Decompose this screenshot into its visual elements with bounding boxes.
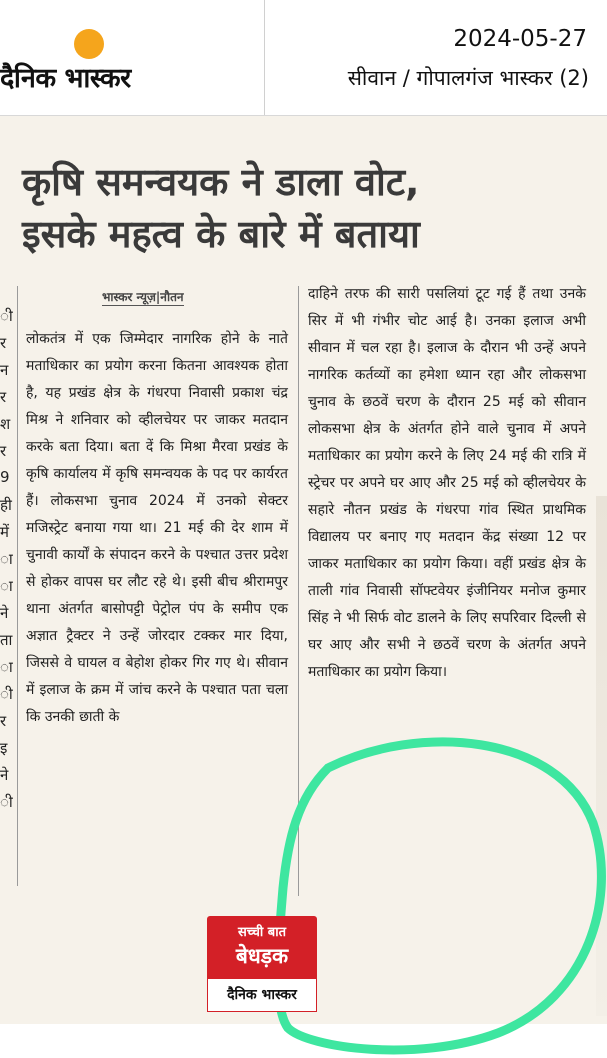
- newspaper-clipping: [0, 116, 607, 1024]
- edge-fragment-9: ा: [0, 550, 13, 568]
- edge-fragment-7: ही: [0, 496, 12, 514]
- edition-label: सीवान / गोपालगंज भास्कर (2): [347, 66, 589, 90]
- headline-line-1: कृषि समन्वयक ने डाला वोट,: [22, 160, 420, 204]
- article-headline: [22, 156, 582, 260]
- article-column-1: [26, 326, 288, 731]
- edge-fragment-18: ी: [0, 793, 13, 811]
- column-rule-middle: [298, 286, 299, 896]
- right-page-edge: [596, 496, 607, 1016]
- column-rule-left: [17, 286, 18, 886]
- newspaper-logo: दैनिक भास्कर: [0, 63, 131, 94]
- column-2-text: दाहिने तरफ की सारी पसलियां टूट गई हैं तथा उनके सिर में भी गंभीर चोट आई है। उनका इलाज अभी सीवान में चल रहा है। इलाज के दौरान भी उन्हें अपने नागरिक कर्तव्यों का हमेशा ध्यान रहा और लोकसभा चुनाव के छठवें चरण के दौरान 25 मई को सीवान लोकसभा क्षेत्र के अंतर्गत होने वाले चुनाव में अपने मताधिकार का प्रयोग करने के लिए 24 मई की रात्रि में स्ट्रेचर पर अपने घर आए और 25 मई को व्हीलचेयर के सहारे नौतन प्रखंड के गंधरपा गांव स्थित प्राथमिक विद्यालय पर बनाए गए मतदान केंद्र संख्या 12 पर जाकर मताधिकार का प्रयोग किया। वहीं प्रखंड क्षेत्र के ताली गांव निवासी सॉफ्टवेयर इंजीनियर मनोज कुमार सिंह ने भी सिर्फ वोट डालने के लिए सपरिवार दिल्ली से घर आए और सभी ने छठवें चरण के अंतर्गत अपने मताधिकार का प्रयोग किया।: [308, 286, 586, 680]
- edge-fragment-8: में: [0, 523, 9, 541]
- stamp-tagline: सच्ची बात: [237, 925, 287, 940]
- edge-fragment-3: र: [0, 388, 7, 406]
- header-divider: [264, 0, 265, 115]
- edge-fragment-16: इ: [0, 739, 8, 757]
- edge-fragment-15: र: [0, 712, 7, 730]
- edge-fragment-10: ा: [0, 577, 13, 595]
- edge-fragment-14: ी: [0, 685, 13, 703]
- publish-date: 2024-05-27: [453, 26, 587, 52]
- article-byline: भास्कर न्यूज़|नौतन: [102, 290, 184, 304]
- headline-line-2: इसके महत्व के बारे में बताया: [22, 212, 420, 256]
- edge-fragment-17: ने: [0, 766, 9, 784]
- sachchi-baat-stamp: [207, 916, 317, 1012]
- edge-fragment-13: ा: [0, 658, 13, 676]
- edge-fragment-4: श: [0, 415, 11, 433]
- edge-fragment-12: ता: [0, 631, 13, 649]
- stamp-logo: दैनिक भास्कर: [207, 978, 317, 1012]
- highlight-circle-annotation: [268, 728, 606, 1058]
- edge-fragment-11: ने: [0, 604, 9, 622]
- article-column-2: [308, 281, 586, 686]
- edge-fragment-1: र: [0, 334, 7, 352]
- edge-fragment-6: 9: [0, 468, 10, 486]
- edge-fragment-0: ी: [0, 307, 13, 325]
- edge-fragment-5: र: [0, 442, 7, 460]
- stamp-tagline-bold: बेधड़क: [235, 944, 289, 968]
- edge-fragment-2: न: [0, 361, 9, 379]
- column-1-text: लोकतंत्र में एक जिम्मेदार नागरिक होने के नाते मताधिकार का प्रयोग करना कितना आवश्यक होता है, यह प्रखंड क्षेत्र के गंधरपा निवासी प्रकाश चंद्र मिश्र ने शनिवार को व्हीलचेयर पर जाकर मतदान करके बता दिया। बता दें कि मिश्रा मैरवा प्रखंड के कृषि कार्यालय में कृषि समन्वयक के पद पर कार्यरत हैं। लोकसभा चुनाव 2024 में उनको सेक्टर मजिस्ट्रेट बनाया गया था। 21 मई की देर शाम में चुनावी कार्यों के संपादन करने के पश्चात उत्तर प्रदेश से होकर वापस घर लौट रहे थे। इसी बीच श्रीरामपुर थाना अंतर्गत बासोपट्टी पेट्रोल पंप के समीप एक अज्ञात ट्रैक्टर ने उन्हें जोरदार टक्कर मार दिया, जिससे वे घायल व बेहोश होकर गिर गए थे। सीवान में इलाज के क्रम में जांच करने के पश्चात पता चला कि उनकी छाती के: [26, 331, 288, 725]
- clipping-header: [0, 0, 607, 116]
- logo-sun-icon: [74, 29, 104, 59]
- adjacent-column-fragment: [0, 306, 14, 819]
